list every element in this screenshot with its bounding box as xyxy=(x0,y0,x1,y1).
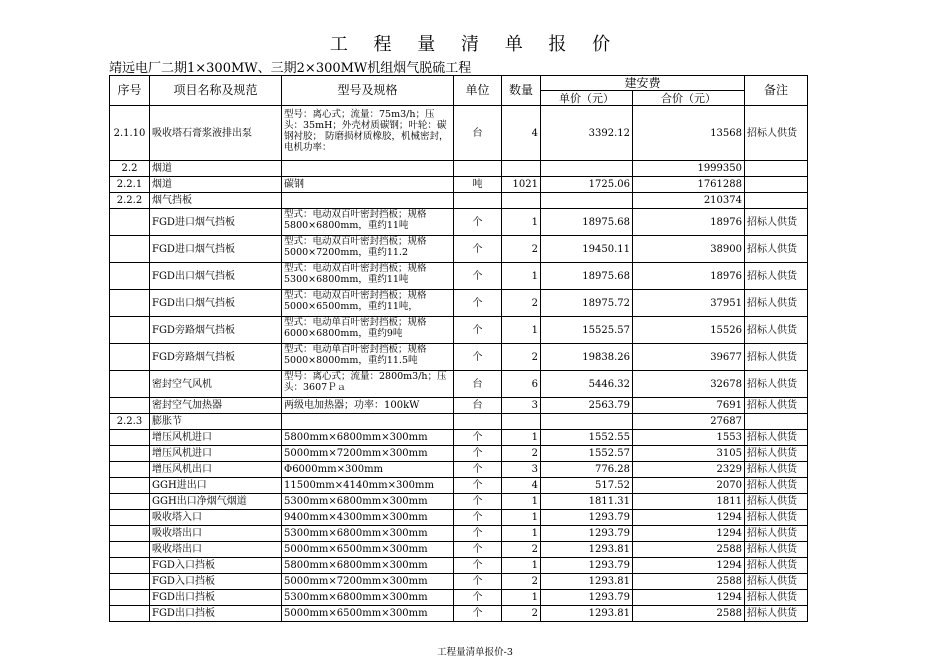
table-row xyxy=(110,371,808,398)
cell-name: 吸收塔出口 xyxy=(150,526,282,542)
cell-remark: 招标人供货 xyxy=(745,317,808,344)
cell-unit-price: 1811.31 xyxy=(541,494,633,510)
cell-spec: 5000mm×6500mm×300mm xyxy=(282,606,454,622)
cell-spec: 5000mm×7200mm×300mm xyxy=(282,574,454,590)
cell-total: 1294 xyxy=(633,558,745,574)
cell-name: 增压风机进口 xyxy=(150,430,282,446)
cell-remark xyxy=(745,193,808,209)
cell-spec xyxy=(282,414,454,430)
cell-total: 210374 xyxy=(633,193,745,209)
cell-unit: 个 xyxy=(454,344,502,371)
cell-total: 1811 xyxy=(633,494,745,510)
cell-total: 18976 xyxy=(633,263,745,290)
table-row xyxy=(110,344,808,371)
header-name: 项目名称及规范 xyxy=(150,76,282,106)
cell-total: 37951 xyxy=(633,290,745,317)
cell-name: 吸收塔出口 xyxy=(150,542,282,558)
header-unit: 单位 xyxy=(454,76,502,106)
cell-unit-price: 1725.06 xyxy=(541,177,633,193)
cell-seq xyxy=(110,606,150,622)
cell-seq xyxy=(110,263,150,290)
cell-remark xyxy=(745,414,808,430)
cell-remark: 招标人供货 xyxy=(745,290,808,317)
cell-seq xyxy=(110,290,150,317)
cell-total: 13568 xyxy=(633,106,745,161)
table-row xyxy=(110,263,808,290)
cell-spec: 5300mm×6800mm×300mm xyxy=(282,590,454,606)
cell-name: FGD入口挡板 xyxy=(150,574,282,590)
cell-unit: 个 xyxy=(454,574,502,590)
cell-seq xyxy=(110,558,150,574)
cell-total: 32678 xyxy=(633,371,745,398)
cell-qty: 6 xyxy=(502,371,541,398)
table-row xyxy=(110,558,808,574)
cell-unit: 个 xyxy=(454,263,502,290)
cell-qty: 2 xyxy=(502,446,541,462)
header-qty: 数量 xyxy=(502,76,541,106)
cell-unit: 个 xyxy=(454,236,502,263)
cell-unit-price: 517.52 xyxy=(541,478,633,494)
cell-unit-price: 18975.68 xyxy=(541,209,633,236)
cell-remark: 招标人供货 xyxy=(745,574,808,590)
cell-qty: 4 xyxy=(502,106,541,161)
cell-name: FGD旁路烟气挡板 xyxy=(150,317,282,344)
cell-spec: 11500mm×4140mm×300mm xyxy=(282,478,454,494)
header-seq: 序号 xyxy=(110,76,150,106)
cell-spec: 5300mm×6800mm×300mm xyxy=(282,526,454,542)
cell-qty: 1 xyxy=(502,209,541,236)
cell-name: 增压风机进口 xyxy=(150,446,282,462)
table-row xyxy=(110,526,808,542)
cell-unit xyxy=(454,193,502,209)
cell-remark: 招标人供货 xyxy=(745,263,808,290)
cell-seq: 2.2.3 xyxy=(110,414,150,430)
cell-seq xyxy=(110,510,150,526)
cell-qty: 1 xyxy=(502,590,541,606)
table-row xyxy=(110,414,808,430)
cell-total: 15526 xyxy=(633,317,745,344)
cell-unit: 个 xyxy=(454,446,502,462)
cell-spec: Φ6000mm×300mm xyxy=(282,462,454,478)
table-row xyxy=(110,106,808,161)
table-row xyxy=(110,161,808,177)
cell-unit-price: 19450.11 xyxy=(541,236,633,263)
cell-qty: 2 xyxy=(502,574,541,590)
cell-unit xyxy=(454,414,502,430)
cell-spec: 型式：电动单百叶密封挡板；规格6000×6800mm，重约9吨 xyxy=(282,317,454,344)
cell-seq xyxy=(110,236,150,263)
table-row xyxy=(110,574,808,590)
cell-unit: 个 xyxy=(454,290,502,317)
cell-unit-price xyxy=(541,414,633,430)
cell-total: 18976 xyxy=(633,209,745,236)
cell-spec: 型式：电动单百叶密封挡板；规格5000×8000mm，重约11.5吨 xyxy=(282,344,454,371)
cell-total: 1999350 xyxy=(633,161,745,177)
table-row xyxy=(110,542,808,558)
cell-seq: 2.2 xyxy=(110,161,150,177)
cell-spec: 型号：离心式；流量：2800m3/h；压头：3607Ｐａ xyxy=(282,371,454,398)
table-row xyxy=(110,510,808,526)
header-construction: 建安费 xyxy=(541,76,745,91)
cell-remark: 招标人供货 xyxy=(745,344,808,371)
cell-spec: 9400mm×4300mm×300mm xyxy=(282,510,454,526)
cell-remark xyxy=(745,161,808,177)
cell-qty: 2 xyxy=(502,290,541,317)
cell-name: 烟道 xyxy=(150,177,282,193)
cell-seq xyxy=(110,209,150,236)
cell-unit: 个 xyxy=(454,510,502,526)
cell-total: 27687 xyxy=(633,414,745,430)
cell-qty xyxy=(502,161,541,177)
cell-qty: 2 xyxy=(502,236,541,263)
cell-unit: 台 xyxy=(454,398,502,414)
cell-remark xyxy=(745,177,808,193)
quote-table xyxy=(109,75,808,622)
cell-remark: 招标人供货 xyxy=(745,494,808,510)
project-subtitle: 靖远电厂二期1×300MW、三期2×300MW机组烟气脱硫工程 xyxy=(109,61,472,76)
cell-seq xyxy=(110,574,150,590)
cell-unit: 个 xyxy=(454,590,502,606)
cell-name: FGD出口烟气挡板 xyxy=(150,290,282,317)
cell-total: 2329 xyxy=(633,462,745,478)
table-row xyxy=(110,290,808,317)
cell-spec: 型号：离心式；流量：75m3/h；压头：35mH；外壳材质碳钢；叶轮：碳钢衬胶； 防磨损材质橡胶，机械密封， 电机功率： xyxy=(282,106,454,161)
cell-unit: 个 xyxy=(454,526,502,542)
cell-unit-price: 776.28 xyxy=(541,462,633,478)
table-row xyxy=(110,193,808,209)
table-row xyxy=(110,398,808,414)
cell-qty: 1 xyxy=(502,526,541,542)
cell-unit: 个 xyxy=(454,606,502,622)
cell-name: FGD出口挡板 xyxy=(150,590,282,606)
cell-remark: 招标人供货 xyxy=(745,558,808,574)
cell-name: FGD进口烟气挡板 xyxy=(150,209,282,236)
cell-spec: 型式：电动双百叶密封挡板；规格5000×7200mm，重约11.2 xyxy=(282,236,454,263)
cell-remark: 招标人供货 xyxy=(745,430,808,446)
cell-spec: 5300mm×6800mm×300mm xyxy=(282,494,454,510)
cell-qty: 1 xyxy=(502,494,541,510)
cell-unit-price: 1293.79 xyxy=(541,590,633,606)
cell-total: 2588 xyxy=(633,606,745,622)
cell-unit: 个 xyxy=(454,558,502,574)
page-footer: 工程量清单报价-3 xyxy=(437,647,513,658)
cell-remark: 招标人供货 xyxy=(745,510,808,526)
cell-name: GGH出口净烟气烟道 xyxy=(150,494,282,510)
cell-unit-price: 1293.81 xyxy=(541,542,633,558)
cell-qty: 2 xyxy=(502,606,541,622)
cell-remark: 招标人供货 xyxy=(745,106,808,161)
cell-qty: 3 xyxy=(502,398,541,414)
cell-remark: 招标人供货 xyxy=(745,236,808,263)
cell-seq: 2.1.10 xyxy=(110,106,150,161)
cell-spec: 5000mm×7200mm×300mm xyxy=(282,446,454,462)
cell-unit-price: 2563.79 xyxy=(541,398,633,414)
cell-name: FGD入口挡板 xyxy=(150,558,282,574)
cell-unit: 个 xyxy=(454,317,502,344)
cell-spec: 型式：电动双百叶密封挡板；规格5300×6800mm，重约11吨 xyxy=(282,263,454,290)
table-row xyxy=(110,446,808,462)
cell-name: 膨胀节 xyxy=(150,414,282,430)
cell-remark: 招标人供货 xyxy=(745,371,808,398)
cell-qty: 3 xyxy=(502,462,541,478)
cell-name: 烟道 xyxy=(150,161,282,177)
table-row xyxy=(110,606,808,622)
cell-qty: 1021 xyxy=(502,177,541,193)
cell-total: 2070 xyxy=(633,478,745,494)
header-remark: 备注 xyxy=(745,76,808,106)
table-body xyxy=(110,106,808,622)
cell-seq xyxy=(110,526,150,542)
cell-spec: 碳钢 xyxy=(282,177,454,193)
cell-seq xyxy=(110,542,150,558)
cell-unit: 个 xyxy=(454,542,502,558)
cell-qty: 2 xyxy=(502,344,541,371)
cell-seq xyxy=(110,344,150,371)
cell-unit-price: 1552.57 xyxy=(541,446,633,462)
cell-remark: 招标人供货 xyxy=(745,478,808,494)
cell-spec: 型式：电动双百叶密封挡板；规格5000×6500mm，重约11吨， xyxy=(282,290,454,317)
cell-qty: 1 xyxy=(502,317,541,344)
cell-unit-price: 1293.79 xyxy=(541,510,633,526)
cell-name: 密封空气加热器 xyxy=(150,398,282,414)
cell-remark: 招标人供货 xyxy=(745,542,808,558)
cell-unit-price: 1293.81 xyxy=(541,574,633,590)
cell-spec xyxy=(282,193,454,209)
table-row xyxy=(110,430,808,446)
cell-unit: 吨 xyxy=(454,177,502,193)
cell-remark: 招标人供货 xyxy=(745,590,808,606)
cell-unit-price: 18975.68 xyxy=(541,263,633,290)
cell-qty: 1 xyxy=(502,263,541,290)
cell-total: 1294 xyxy=(633,526,745,542)
cell-name: FGD进口烟气挡板 xyxy=(150,236,282,263)
cell-seq xyxy=(110,398,150,414)
cell-unit-price xyxy=(541,193,633,209)
cell-seq xyxy=(110,478,150,494)
table-row xyxy=(110,494,808,510)
cell-name: GGH进出口 xyxy=(150,478,282,494)
table-row xyxy=(110,462,808,478)
cell-seq xyxy=(110,590,150,606)
header-unit-price: 单价（元） xyxy=(541,91,633,106)
cell-unit: 台 xyxy=(454,371,502,398)
cell-name: FGD旁路烟气挡板 xyxy=(150,344,282,371)
cell-unit: 个 xyxy=(454,462,502,478)
cell-spec: 5800mm×6800mm×300mm xyxy=(282,430,454,446)
table-row xyxy=(110,236,808,263)
table-row xyxy=(110,177,808,193)
cell-qty: 4 xyxy=(502,478,541,494)
cell-unit-price: 1293.79 xyxy=(541,526,633,542)
table-row xyxy=(110,478,808,494)
cell-seq xyxy=(110,494,150,510)
cell-total: 38900 xyxy=(633,236,745,263)
table-row xyxy=(110,209,808,236)
cell-unit-price: 19838.26 xyxy=(541,344,633,371)
table-row xyxy=(110,590,808,606)
cell-seq xyxy=(110,430,150,446)
cell-unit-price: 1552.55 xyxy=(541,430,633,446)
cell-unit-price: 1293.81 xyxy=(541,606,633,622)
cell-name: 烟气挡板 xyxy=(150,193,282,209)
cell-unit-price: 3392.12 xyxy=(541,106,633,161)
cell-total: 3105 xyxy=(633,446,745,462)
cell-seq xyxy=(110,446,150,462)
cell-qty xyxy=(502,193,541,209)
cell-unit xyxy=(454,161,502,177)
cell-unit: 个 xyxy=(454,209,502,236)
cell-remark: 招标人供货 xyxy=(745,446,808,462)
cell-seq: 2.2.2 xyxy=(110,193,150,209)
cell-total: 1294 xyxy=(633,510,745,526)
cell-remark: 招标人供货 xyxy=(745,398,808,414)
cell-remark: 招标人供货 xyxy=(745,606,808,622)
cell-name: FGD出口烟气挡板 xyxy=(150,263,282,290)
header-total: 合价（元） xyxy=(633,91,745,106)
cell-qty xyxy=(502,414,541,430)
cell-name: 密封空气风机 xyxy=(150,371,282,398)
cell-remark: 招标人供货 xyxy=(745,526,808,542)
cell-unit: 个 xyxy=(454,478,502,494)
cell-unit: 个 xyxy=(454,430,502,446)
cell-name: 吸收塔石膏浆液排出泵 xyxy=(150,106,282,161)
cell-unit-price xyxy=(541,161,633,177)
header-spec: 型号及规格 xyxy=(282,76,454,106)
cell-total: 2588 xyxy=(633,542,745,558)
cell-seq xyxy=(110,462,150,478)
cell-qty: 1 xyxy=(502,510,541,526)
cell-unit-price: 15525.57 xyxy=(541,317,633,344)
cell-total: 1553 xyxy=(633,430,745,446)
cell-total: 1294 xyxy=(633,590,745,606)
cell-total: 2588 xyxy=(633,574,745,590)
cell-qty: 1 xyxy=(502,430,541,446)
cell-spec: 型式：电动双百叶密封挡板；规格5800×6800mm，重约11吨 xyxy=(282,209,454,236)
cell-unit-price: 1293.79 xyxy=(541,558,633,574)
cell-spec: 两级电加热器；功率：100kW xyxy=(282,398,454,414)
cell-qty: 1 xyxy=(502,558,541,574)
cell-total: 1761288 xyxy=(633,177,745,193)
cell-name: FGD出口挡板 xyxy=(150,606,282,622)
cell-unit: 台 xyxy=(454,106,502,161)
cell-remark: 招标人供货 xyxy=(745,462,808,478)
cell-spec xyxy=(282,161,454,177)
cell-total: 7691 xyxy=(633,398,745,414)
cell-qty: 2 xyxy=(502,542,541,558)
table-row xyxy=(110,317,808,344)
cell-spec: 5800mm×6800mm×300mm xyxy=(282,558,454,574)
cell-remark: 招标人供货 xyxy=(745,209,808,236)
cell-seq: 2.2.1 xyxy=(110,177,150,193)
page-title: 工 程 量 清 单 报 价 xyxy=(329,34,621,55)
cell-seq xyxy=(110,317,150,344)
cell-name: 增压风机出口 xyxy=(150,462,282,478)
cell-unit-price: 5446.32 xyxy=(541,371,633,398)
cell-total: 39677 xyxy=(633,344,745,371)
cell-name: 吸收塔入口 xyxy=(150,510,282,526)
cell-seq xyxy=(110,371,150,398)
cell-unit-price: 18975.72 xyxy=(541,290,633,317)
cell-spec: 5000mm×6500mm×300mm xyxy=(282,542,454,558)
cell-unit: 个 xyxy=(454,494,502,510)
